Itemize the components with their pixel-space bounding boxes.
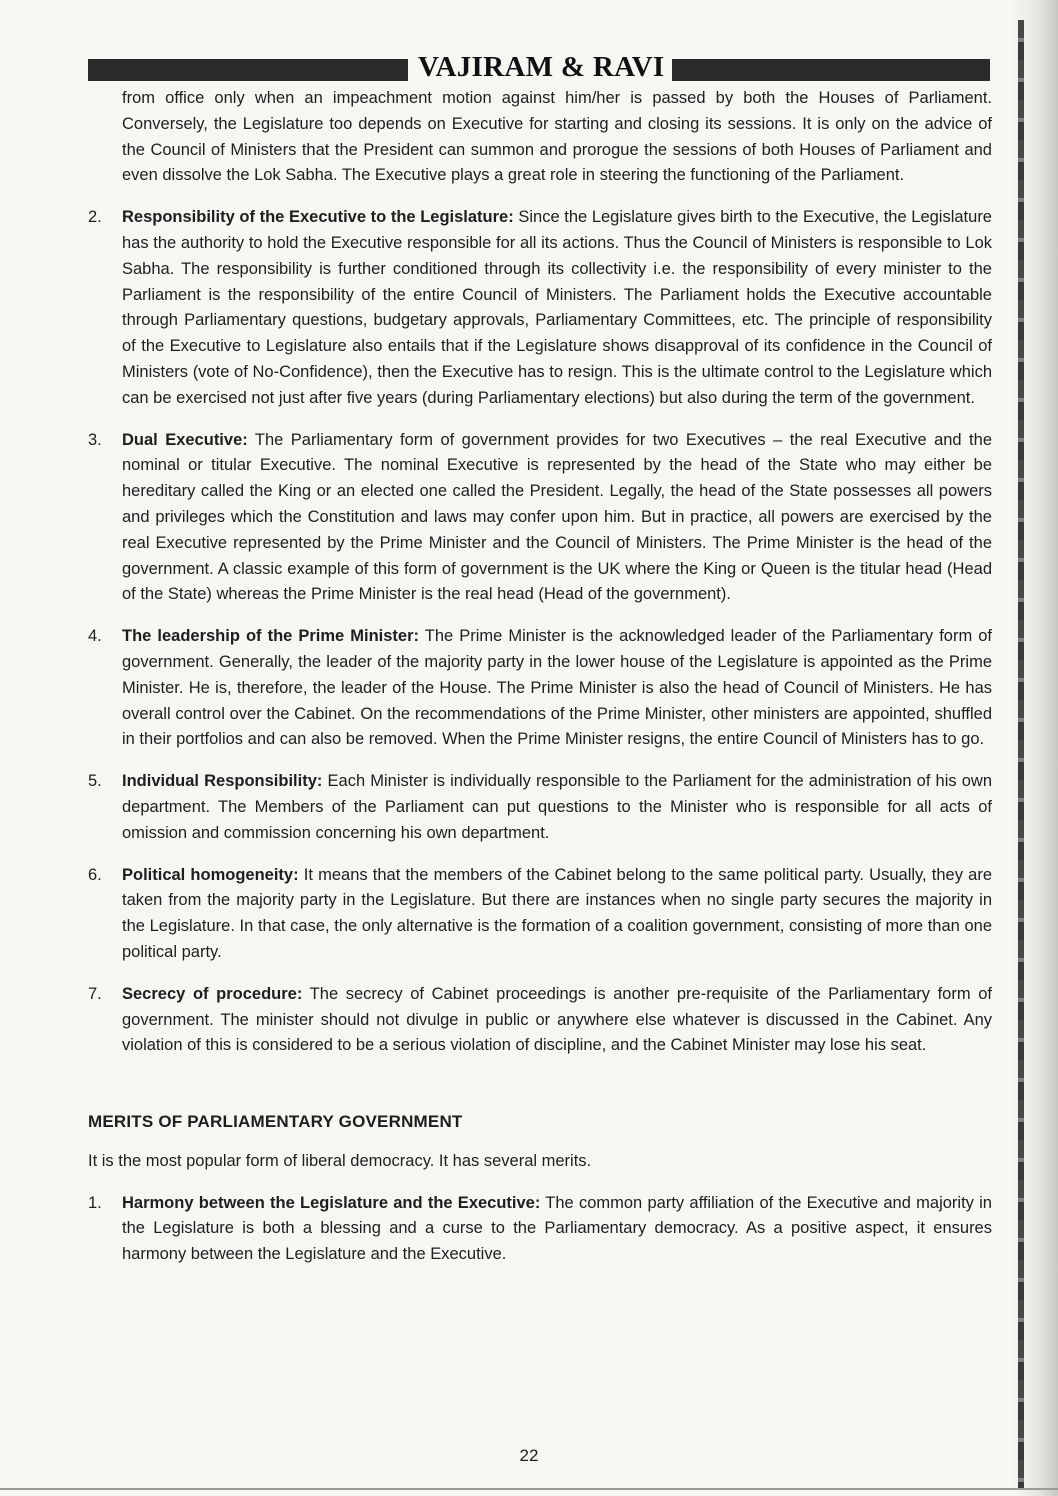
item-lead: Secrecy of procedure: bbox=[122, 984, 303, 1003]
list-item bbox=[88, 769, 992, 846]
item-number: 4. bbox=[88, 627, 102, 646]
list-item bbox=[88, 863, 992, 966]
item-number: 2. bbox=[88, 208, 102, 227]
item-number: 3. bbox=[88, 430, 102, 449]
page-number: 22 bbox=[519, 1446, 539, 1465]
item-text: Since the Legislature gives birth to the Executive, the Legislature has the authority to hold the Executive responsible for all its actions. Thus the Council of Ministers is responsible to Lok Sabha. The responsibility is further conditioned through its collectivity i.e. the responsibility of every minister to the Parliament is the responsibility of the entire Council of Ministers. The Parliament holds the Executive accountable through Parliamentary questions, budgetary approvals, Parliamentary Committees, etc. The principle of responsibility of the Executive to Legislature also entails that if the Legislature shows disapproval of its confidence in the Council of Ministers (vote of No-Confidence), then the Executive has to resign. This is the ultimate control to the Legislature which can be exercised not just after five years (during Parliamentary elections) but also during the term of the government. bbox=[122, 208, 992, 407]
list-item bbox=[88, 428, 992, 609]
item-text: Each Minister is individually responsible to the Parliament for the administration of his own department. The Members of the Parliament can put questions to the Minister who is responsible for all acts of omission and commission concerning his own department. bbox=[122, 772, 992, 842]
features-list bbox=[88, 205, 992, 1059]
item-number: 5. bbox=[88, 772, 102, 791]
item-number: 6. bbox=[88, 865, 102, 884]
list-item bbox=[88, 205, 992, 411]
page-content bbox=[88, 86, 992, 1268]
list-item bbox=[88, 982, 992, 1059]
continuation-paragraph: from office only when an impeachment motion against him/her is passed by both the Houses of Parliament. Conversely, the Legislature too depends on Executive for starting and closing its sessions. It is only on the advice of the Council of Ministers that the President can summon and prorogue the sessions of both Houses of Parliament and even dissolve the Lok Sabha. The Executive plays a great role in steering the functioning of the Parliament. bbox=[122, 89, 992, 185]
item-lead: Harmony between the Legislature and the Executive: bbox=[122, 1193, 541, 1212]
page-header bbox=[88, 52, 990, 82]
scan-binding-edge bbox=[1018, 20, 1024, 1490]
header-bar-left bbox=[88, 59, 408, 81]
item-lead: Responsibility of the Executive to the Legislature: bbox=[122, 208, 514, 227]
list-item bbox=[88, 1191, 992, 1268]
item-text: It means that the members of the Cabinet belong to the same political party. Usually, they are taken from the majority party in the Legislature. But there are instances when no single party secures the majority in the Legislature. In that case, the only alternative is the formation of a coalition government, consisting of more than one political party. bbox=[122, 865, 992, 961]
item-lead: The leadership of the Prime Minister: bbox=[122, 627, 420, 646]
item-number: 7. bbox=[88, 984, 102, 1003]
item-number: 1. bbox=[88, 1193, 102, 1212]
header-bar-right bbox=[672, 59, 990, 81]
item-text: The common party affiliation of the Executive and majority in the Legislature is both a blessing and a curse to the Parliamentary democracy. As a positive aspect, it ensures harmony between the Legislature and the Executive. bbox=[122, 1193, 992, 1264]
item-lead: Individual Responsibility: bbox=[122, 772, 323, 791]
item-text: The Prime Minister is the acknowledged leader of the Parliamentary form of government. Generally, the leader of the majority party in the lower house of the Legislature is appointed as the Prime Minister. He is, therefore, the leader of the House. The Prime Minister is also the head of Council of Ministers. He has overall control over the Cabinet. On the recommendations of the Prime Minister, other ministers are appointed, shuffled in their portfolios and can also be removed. When the Prime Minister resigns, the entire Council of Ministers has to go. bbox=[122, 627, 992, 749]
item-text: The secrecy of Cabinet proceedings is another pre-requisite of the Parliamentary form of government. The minister should not divulge in public or anywhere else whatever is discussed in the Cabinet. Any violation of this is considered to be a serious violation of discipline, and the Cabinet Minister may lose his seat. bbox=[122, 984, 992, 1055]
item-lead: Political homogeneity: bbox=[122, 865, 299, 884]
section-intro: It is the most popular form of liberal democracy. It has several merits. bbox=[88, 1151, 592, 1170]
bottom-scan-edge bbox=[0, 1488, 1058, 1490]
merits-list bbox=[88, 1191, 992, 1268]
item-lead: Dual Executive: bbox=[122, 430, 248, 449]
item-text: The Parliamentary form of government provides for two Executives – the real Executive and the nominal or titular Executive. The nominal Executive is represented by the head of the State who may either be hereditary called the King or an elected one called the President. Legally, the head of the State possesses all powers and privileges which the Constitution and laws may confer upon him. But in practice, all powers are exercised by the real Executive represented by the Prime Minister and the Council of Ministers. The Prime Minister is the head of the government. A classic example of this form of government is the UK where the King or Queen is the titular head (Head of the State) whereas the Prime Minister is the real head (Head of the government). bbox=[122, 430, 992, 604]
list-item bbox=[88, 624, 992, 753]
header-title: VAJIRAM & RAVI bbox=[418, 50, 665, 83]
section-heading: MERITS OF PARLIAMENTARY GOVERNMENT bbox=[88, 1112, 463, 1132]
